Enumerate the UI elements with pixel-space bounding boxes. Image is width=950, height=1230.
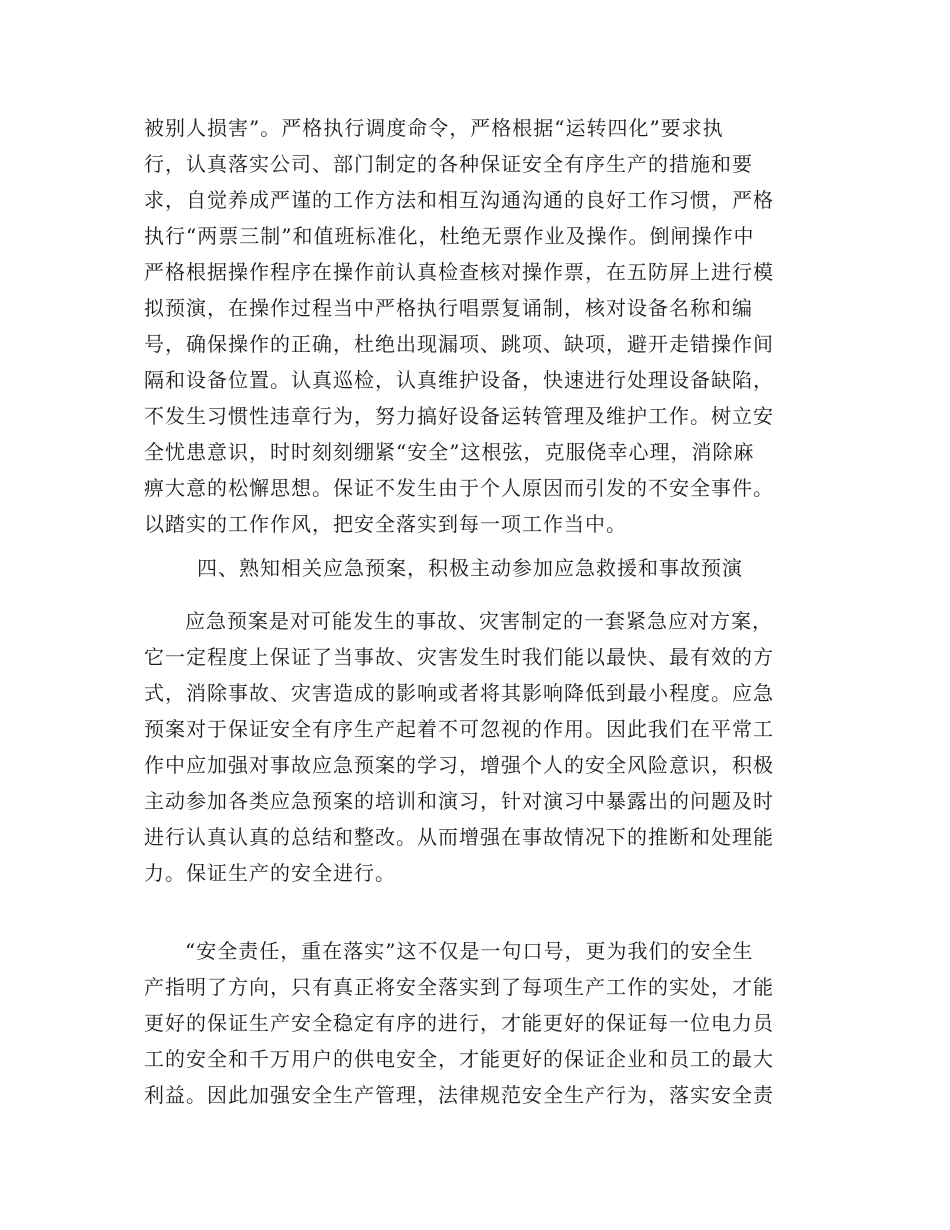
text-line: 执行“两票三制”和值班标准化，杜绝无票作业及操作。倒闸操作中 — [144, 224, 755, 248]
text-line: 利益。因此加强安全生产管理，法律规范安全生产行为，落实安全责 — [144, 1083, 774, 1107]
text-line: “安全责任，重在落实”这不仅是一句口号，更为我们的安全生 — [185, 939, 754, 963]
text-line: 力。保证生产的安全进行。 — [144, 861, 396, 885]
text-line: 进行认真认真的总结和整改。从而增强在事故情况下的推断和处理能 — [144, 825, 774, 849]
text-line: 被别人损害”。严格执行调度命令，严格根据“运转四化”要求执 — [144, 116, 724, 140]
text-line: 式，消除事故、灾害造成的影响或者将其影响降低到最小程度。应急 — [144, 681, 774, 705]
text-line: 预案对于保证安全有序生产起着不可忽视的作用。因此我们在平常工 — [144, 717, 774, 741]
section-heading: 四、熟知相关应急预案，积极主动参加应急救援和事故预演 — [197, 556, 743, 580]
text-line: 以踏实的工作作风，把安全落实到每一项工作当中。 — [144, 512, 627, 536]
text-line: 工的安全和千万用户的供电安全，才能更好的保证企业和员工的最大 — [144, 1047, 774, 1071]
text-line: 产指明了方向，只有真正将安全落实到了每项生产工作的实处，才能 — [144, 975, 774, 999]
text-line: 更好的保证生产安全稳定有序的进行，才能更好的保证每一位电力员 — [144, 1011, 774, 1035]
text-line: 拟预演，在操作过程当中严格执行唱票复诵制，核对设备名称和编 — [144, 296, 753, 320]
text-line: 痹大意的松懈思想。保证不发生由于个人原因而引发的不安全事件。 — [144, 476, 774, 500]
text-line: 严格根据操作程序在操作前认真检查核对操作票，在五防屏上进行模 — [144, 260, 774, 284]
text-line: 隔和设备位置。认真巡检，认真维护设备，快速进行处理设备缺陷， — [144, 368, 774, 392]
text-line: 求，自觉养成严谨的工作方法和相互沟通沟通的良好工作习惯，严格 — [144, 188, 774, 212]
text-line: 作中应加强对事故应急预案的学习，增强个人的安全风险意识，积极 — [144, 753, 774, 777]
text-line: 它一定程度上保证了当事故、灾害发生时我们能以最快、最有效的方 — [144, 645, 774, 669]
text-line: 主动参加各类应急预案的培训和演习，针对演习中暴露出的问题及时 — [144, 789, 774, 813]
text-line: 行，认真落实公司、部门制定的各种保证安全有序生产的措施和要 — [144, 152, 753, 176]
text-line: 应急预案是对可能发生的事故、灾害制定的一套紧急应对方案， — [185, 609, 773, 633]
text-line: 不发生习惯性违章行为，努力搞好设备运转管理及维护工作。树立安 — [144, 404, 774, 428]
text-line: 号，确保操作的正确，杜绝出现漏项、跳项、缺项，避开走错操作间 — [144, 332, 774, 356]
text-line: 全忧患意识，时时刻刻绷紧“安全”这根弦，克服侥幸心理，消除麻 — [144, 440, 755, 464]
